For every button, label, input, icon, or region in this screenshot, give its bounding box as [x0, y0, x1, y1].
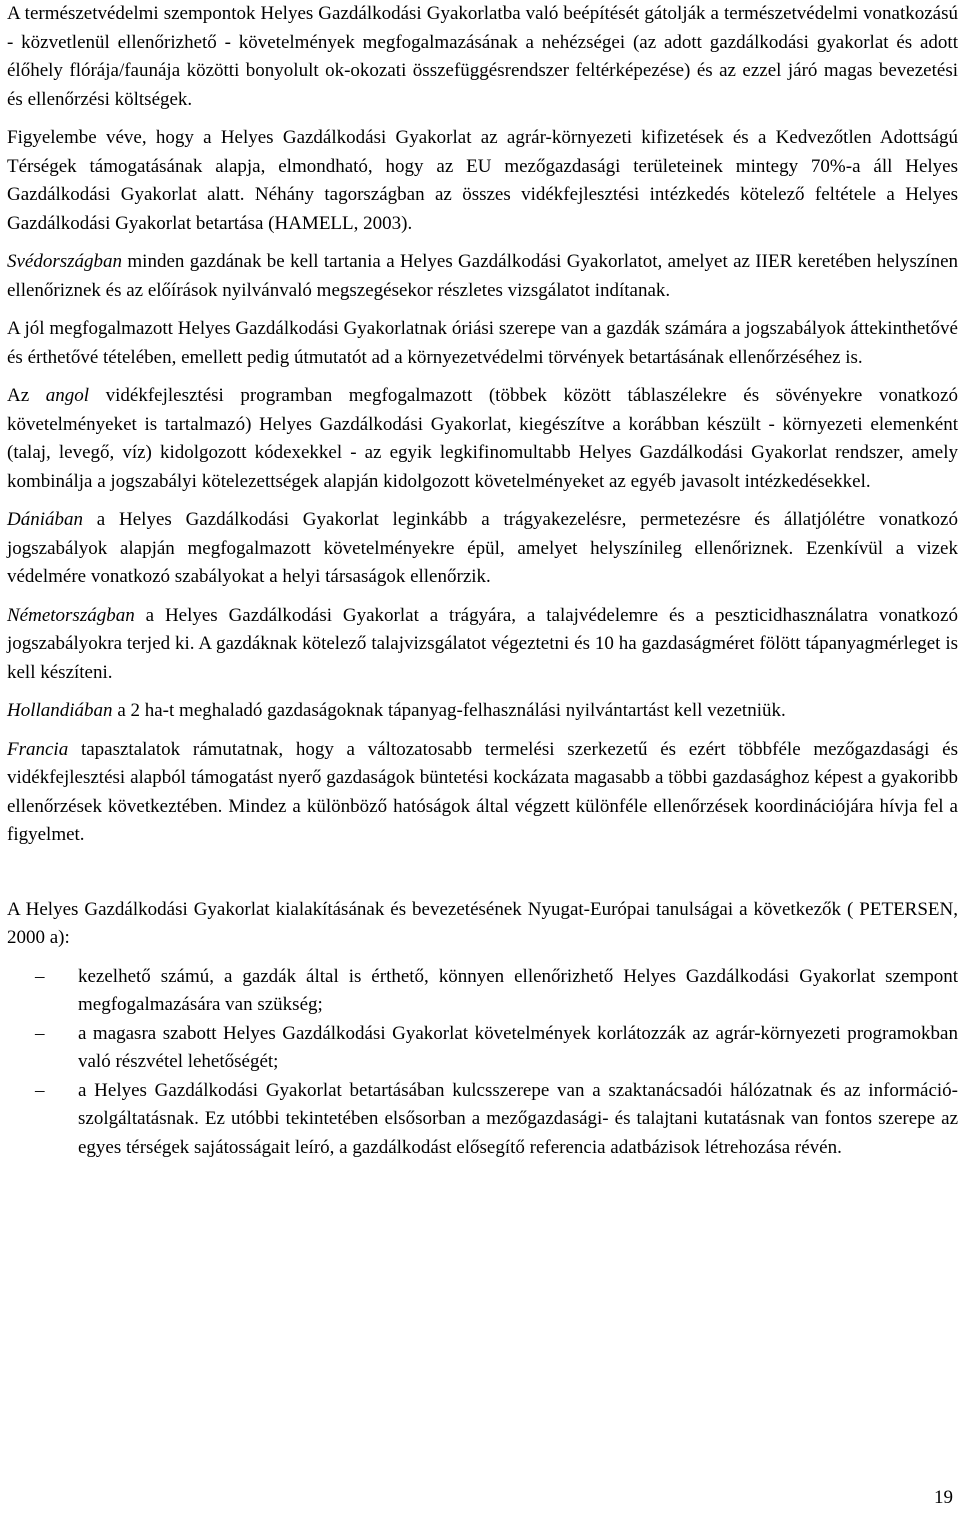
- paragraph-text: a Helyes Gazdálkodási Gyakorlat a trágyára, a talajvédelemre és a peszticidhasználatra vonatkozó jogszabályokra terjed ki. A gazdáknak kötelező talajvizsgálatot végeztetni és 10 ha gazdaságméret fölött tápanyagmérleget is kell készíteni.: [7, 604, 958, 683]
- list-item-text: a Helyes Gazdálkodási Gyakorlat betartásában kulcsszerepe van a szaktanácsadói hálózatnak és az információ-szolgáltatásnak. Ez utóbbi tekintetében elsősorban a mezőgazdasági- és talajtani kutatásnak van fontos szerepe az egyes térségek sajátosságait leíró, a gazdálkodást elősegítő referencia adatbázisok létrehozása révén.: [78, 1079, 958, 1158]
- document-body: [7, 0, 958, 1162]
- paragraph-eu-share: [7, 124, 958, 238]
- citation-author-initial: P: [859, 898, 870, 920]
- citation-author-rest: AMELL: [288, 212, 354, 234]
- country-name: angol: [45, 385, 90, 406]
- dash-bullet: –: [35, 1079, 45, 1101]
- country-name: Hollandiában: [7, 700, 113, 721]
- section-gap: [7, 860, 958, 896]
- paragraph-nature-conservation: [7, 0, 958, 114]
- paragraph-england: [7, 382, 958, 496]
- lessons-list: [7, 963, 958, 1163]
- paragraph-netherlands: [7, 697, 958, 726]
- paragraph-denmark: [7, 506, 958, 592]
- paragraph-text: a 2 ha-t meghaladó gazdaságoknak tápanyag-felhasználási nyilvántartást kell vezetniük.: [112, 700, 786, 721]
- paragraph-role-of-gfp: [7, 315, 958, 372]
- paragraph-text: A természetvédelmi szempontok Helyes Gazdálkodási Gyakorlatba való beépítését gátolják a természetvédelmi vonatkozású - közvetlenül ellenőrizhető - követelmények megfogalmazásának a nehézségei (az adott gazdálkodási gyakorlat és adott élőhely flórája/faunája közötti bonyolult ok-okozati összefüggésrendszer feltérképezése) és az ezzel járó magas bevezetési és ellenőrzési költségek.: [7, 3, 958, 110]
- paragraph-text: vidékfejlesztési programban megfogalmazott (többek között táblaszélekre és sövényekre vonatkozó követelményeket is tartalmazó) Helyes Gazdálkodási Gyakorlat, kiegészítve a korábban készült - környezeti elemenként (talaj, levegő, víz) kidolgozott kódexekkel - az egyik legkifinomultabb Helyes Gazdálkodási Gyakorlat rendszer, amely kombinálja a jogszabályi kötelezettségek alapján kidolgozott követelményeket az egyéb javasolt intézkedésekkel.: [7, 385, 958, 492]
- paragraph-sweden: [7, 248, 958, 305]
- list-item: [7, 1020, 958, 1077]
- citation-year: , 2000 a):: [7, 898, 958, 948]
- country-name: Svédországban: [7, 251, 123, 272]
- citation-author-rest: ETERSEN: [869, 898, 954, 920]
- paragraph-text: tapasztalatok rámutatnak, hogy a változatosabb termelési szerkezetű és ezért többféle mezőgazdasági és vidékfejlesztési alapból támogatást nyerő gazdaságok büntetési kockázata magasabb a többi gazdasághoz képest a gyakoribb ellenőrzések következtében. Mindez a különböző hatóságok által végzett különféle ellenőrzések koordinációjára hívja fel a figyelmet.: [7, 738, 958, 845]
- country-name: Dániában: [7, 509, 83, 530]
- page-number: 19: [934, 1487, 953, 1508]
- paragraph-text: a Helyes Gazdálkodási Gyakorlat leginkább a trágyakezelésre, permetezésre és állatjólétre vonatkozó jogszabályok alapján megfogalmazott követelményekre épül, amelyet helyszínileg ellenőriznek. Ezenkívül a vizek védelmére vonatkozó szabályokat a helyi társaságok ellenőrzik.: [7, 509, 958, 587]
- paragraph-france: [7, 736, 958, 850]
- citation-year: , 2003).: [353, 212, 413, 234]
- paragraph-text: A Helyes Gazdálkodási Gyakorlat kialakításának és bevezetésének Nyugat-Európai tanulságai a következők (: [7, 898, 860, 920]
- dash-bullet: –: [35, 965, 45, 987]
- paragraph-text: Figyelembe véve, hogy a Helyes Gazdálkodási Gyakorlat az agrár-környezeti kifizetések és a Kedvezőtlen Adottságú Térségek támogatásának alapja, elmondható, hogy az EU mezőgazdasági területeinek mintegy 70%-a áll Helyes Gazdálkodási Gyakorlat alatt. Néhány tagországban az összes vidékfejlesztési intézkedés kötelező feltétele a Helyes Gazdálkodási Gyakorlat betartása (: [7, 127, 958, 234]
- paragraph-germany: [7, 602, 958, 688]
- citation-author-initial: H: [274, 212, 289, 234]
- list-item-text: a magasra szabott Helyes Gazdálkodási Gyakorlat követelmények korlátozzák az agrár-környezeti programokban való részvétel lehetőségét;: [78, 1022, 958, 1072]
- country-name: Németországban: [7, 604, 135, 626]
- paragraph-lead: Az: [7, 385, 46, 406]
- country-name: Francia: [7, 738, 69, 760]
- list-item: [7, 1077, 958, 1163]
- paragraph-lessons-intro: [7, 896, 958, 953]
- paragraph-text: minden gazdának be kell tartania a Helyes Gazdálkodási Gyakorlatot, amelyet az IIER keretében helyszínen ellenőriznek és az előírások nyilvánvaló megszegésekor részletes vizsgálatot indítanak.: [7, 251, 958, 301]
- list-item: [7, 963, 958, 1020]
- list-item-text: kezelhető számú, a gazdák által is érthető, könnyen ellenőrizhető Helyes Gazdálkodási Gyakorlat szempont megfogalmazására van szükség;: [78, 965, 958, 1015]
- paragraph-text: A jól megfogalmazott Helyes Gazdálkodási Gyakorlatnak óriási szerepe van a gazdák számára a jogszabályok áttekinthetővé és érthetővé tételében, emellett pedig útmutatót ad a környezetvédelmi törvények betartásának ellenőrzéséhez is.: [7, 318, 958, 368]
- dash-bullet: –: [35, 1022, 45, 1044]
